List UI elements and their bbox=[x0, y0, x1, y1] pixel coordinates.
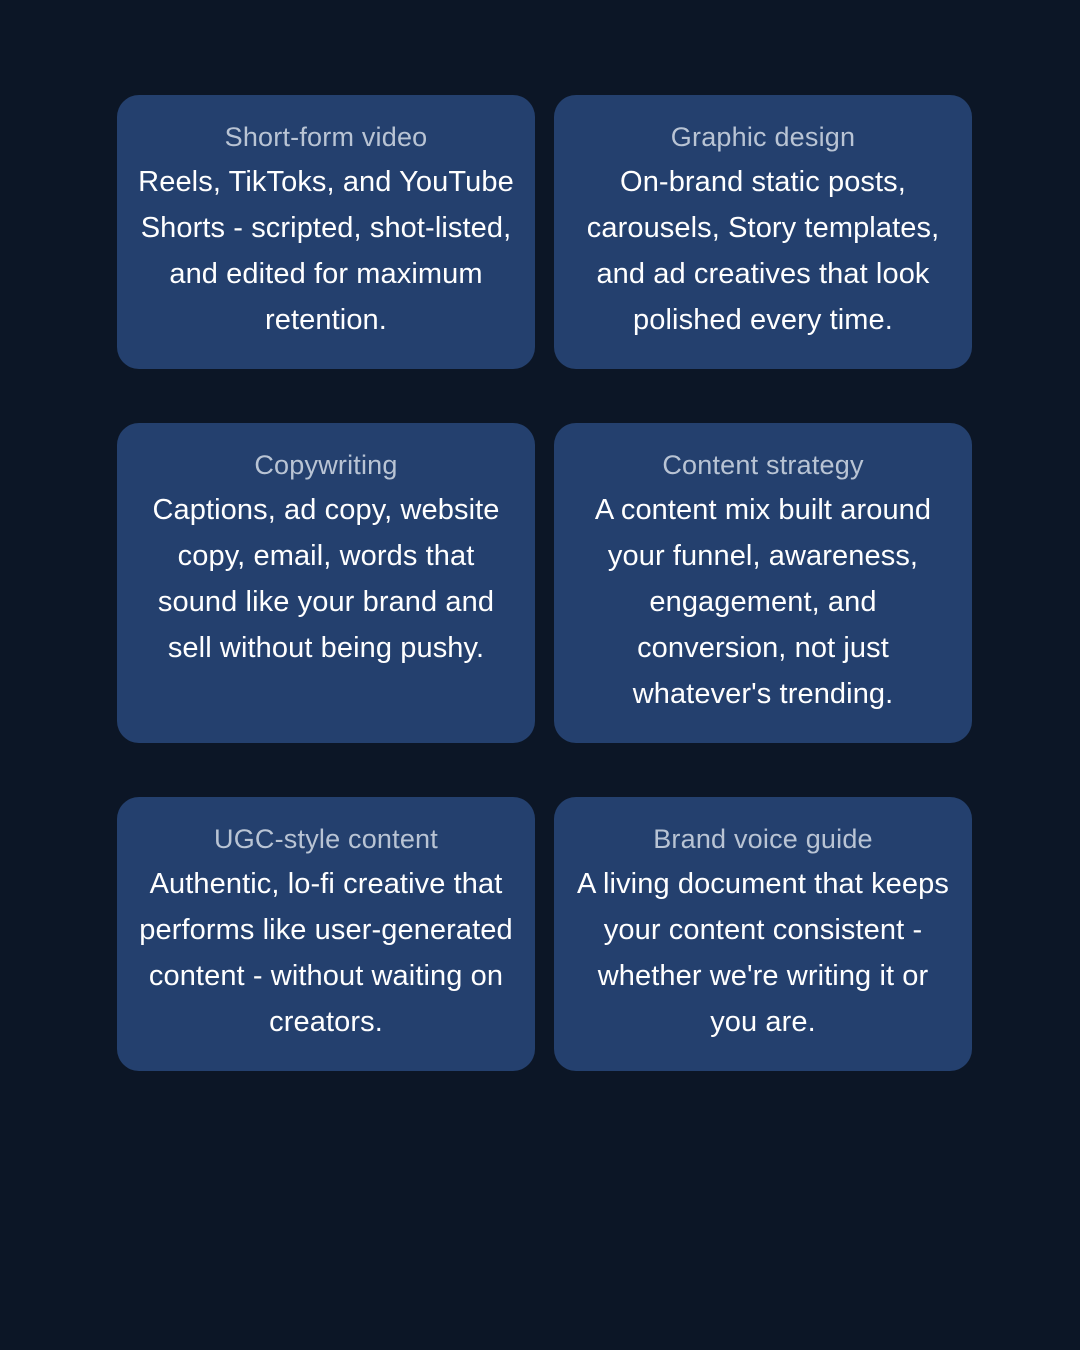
card-body: On-brand static posts, carousels, Story templates, and ad creatives that look polished every time. bbox=[586, 166, 940, 336]
service-card-short-form-video[interactable] bbox=[117, 95, 535, 369]
service-card-content-strategy[interactable] bbox=[554, 423, 972, 743]
service-card-graphic-design[interactable] bbox=[554, 95, 972, 369]
card-title: Copywriting bbox=[254, 450, 398, 480]
service-card-copywriting[interactable] bbox=[117, 423, 535, 743]
card-body: Captions, ad copy, website copy, email, words that sound like your brand and sell without being pushy. bbox=[152, 494, 500, 664]
card-body: Reels, TikToks, and YouTube Shorts - scripted, shot-listed, and edited for maximum retention. bbox=[138, 166, 514, 336]
card-body: A content mix built around your funnel, awareness, engagement, and conversion, not just whatever's trending. bbox=[594, 494, 932, 710]
card-body: A living document that keeps your content consistent - whether we're writing it or you are. bbox=[577, 868, 949, 1038]
service-card-ugc-style-content[interactable] bbox=[117, 797, 535, 1071]
service-card-brand-voice-guide[interactable] bbox=[554, 797, 972, 1071]
card-title: Graphic design bbox=[670, 122, 856, 152]
card-body: Authentic, lo-fi creative that performs like user-generated content - without waiting on creators. bbox=[139, 868, 513, 1038]
card-title: Content strategy bbox=[662, 450, 864, 480]
service-card-grid bbox=[117, 95, 972, 1071]
card-title: UGC-style content bbox=[214, 824, 438, 854]
card-title: Brand voice guide bbox=[653, 824, 873, 854]
card-title: Short-form video bbox=[224, 122, 428, 152]
